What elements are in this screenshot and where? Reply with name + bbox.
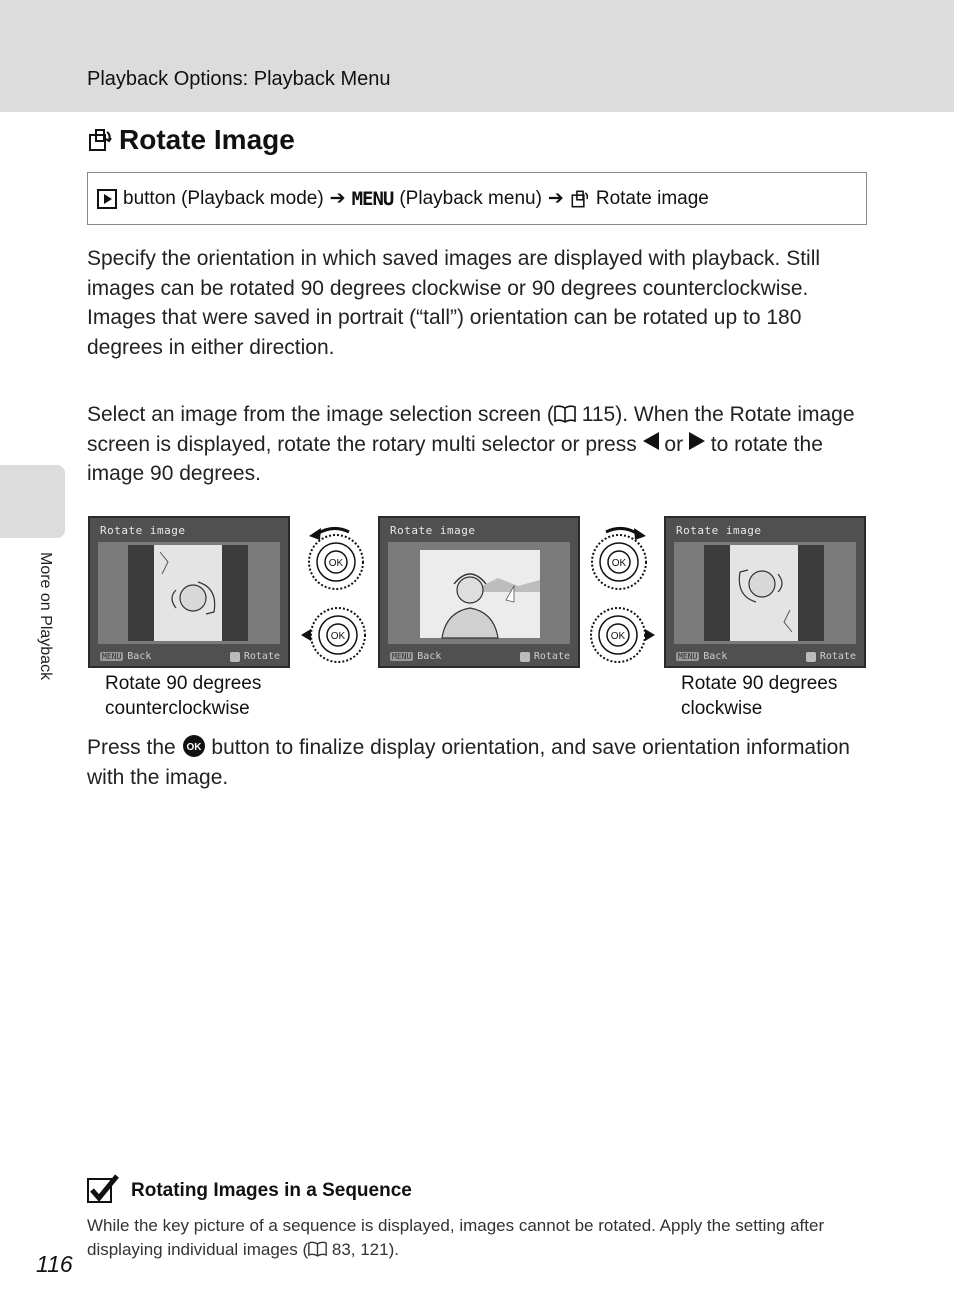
finalize-paragraph bbox=[87, 733, 877, 792]
page-title bbox=[87, 124, 295, 156]
dial-ok-label: OK bbox=[328, 558, 344, 569]
caption-line: clockwise bbox=[681, 698, 763, 719]
rotated-photo-ccw bbox=[98, 542, 280, 644]
menu-path-box bbox=[87, 172, 867, 225]
book-icon bbox=[308, 1241, 327, 1257]
instruction-text: ). When the Rotate image screen is displayed, rotate the rotary multi selector or press bbox=[87, 403, 855, 456]
page-title-text: Rotate Image bbox=[119, 124, 295, 155]
rotate-image-icon bbox=[570, 189, 590, 209]
ok-button-icon bbox=[182, 734, 206, 758]
caption-counterclockwise bbox=[105, 671, 261, 721]
rotate-label: Rotate bbox=[243, 651, 280, 662]
screen-footer bbox=[676, 651, 856, 662]
page-reference: 83, 121 bbox=[331, 1240, 389, 1259]
instruction-text: Select an image from the image selection screen ( bbox=[87, 403, 554, 426]
checkmark-note-icon bbox=[87, 1174, 119, 1204]
page-reference: 115 bbox=[581, 403, 616, 426]
rotary-dial-ccw-icon bbox=[303, 522, 369, 592]
screen-title: Rotate image bbox=[676, 524, 762, 537]
dial-ok-label: OK bbox=[330, 631, 346, 642]
caption-line: Rotate 90 degrees bbox=[105, 673, 262, 694]
screen-clockwise bbox=[664, 516, 866, 668]
right-arrow-icon bbox=[689, 432, 705, 450]
rotate-chip-icon bbox=[806, 652, 816, 662]
menu-chip: MENU bbox=[678, 652, 698, 661]
menu-chip: MENU bbox=[102, 652, 122, 661]
playback-button-icon bbox=[97, 189, 117, 209]
menu-path-target: Rotate image bbox=[595, 187, 709, 209]
screen-counterclockwise bbox=[88, 516, 290, 668]
dial-ok-label: OK bbox=[611, 558, 627, 569]
menu-chip: MENU bbox=[392, 652, 412, 661]
caption-line: Rotate 90 degrees bbox=[681, 673, 838, 694]
back-label: Back bbox=[417, 651, 442, 662]
rotated-photo-cw bbox=[674, 542, 856, 644]
instruction-text: or bbox=[664, 432, 684, 456]
note-text: ). bbox=[388, 1240, 399, 1259]
side-tab bbox=[0, 465, 65, 538]
screen-original bbox=[378, 516, 580, 668]
side-tab-label: More on Playback bbox=[37, 552, 54, 681]
book-icon bbox=[554, 405, 576, 423]
note-body bbox=[87, 1214, 877, 1262]
page-number: 116 bbox=[36, 1251, 73, 1277]
screen-title: Rotate image bbox=[390, 524, 476, 537]
left-arrow-icon bbox=[643, 432, 659, 450]
instruction-paragraph bbox=[87, 400, 877, 489]
rotate-chip-icon bbox=[230, 652, 240, 662]
rotate-label: Rotate bbox=[533, 651, 570, 662]
back-label: Back bbox=[703, 651, 728, 662]
menu-button-word: MENU bbox=[351, 187, 394, 210]
screen-preview bbox=[674, 542, 856, 644]
screen-preview bbox=[98, 542, 280, 644]
note-text: While the key picture of a sequence is displayed, images cannot be rotated. Apply the setting after displaying individual images ( bbox=[87, 1216, 825, 1259]
screen-title: Rotate image bbox=[100, 524, 186, 537]
caption-line: counterclockwise bbox=[105, 698, 250, 719]
original-photo bbox=[388, 542, 570, 644]
menu-path-button: button (Playback mode) bbox=[123, 187, 324, 209]
back-label: Back bbox=[127, 651, 152, 662]
dial-right-press-icon bbox=[586, 604, 656, 666]
rotate-label: Rotate bbox=[819, 651, 856, 662]
caption-clockwise bbox=[681, 671, 837, 721]
arrow-right-icon: ➔ bbox=[329, 188, 346, 209]
dial-ok-label: OK bbox=[610, 631, 626, 642]
screen-footer bbox=[100, 651, 280, 662]
arrow-right-icon: ➔ bbox=[547, 188, 564, 209]
finalize-text: button to finalize display orientation, and save orientation information with the image. bbox=[87, 736, 850, 789]
header-band bbox=[0, 0, 954, 112]
instruction-text: to rotate the image 90 degrees. bbox=[87, 432, 823, 486]
intro-paragraph: Specify the orientation in which saved images are displayed with playback. Still images can be rotated 90 degrees clockwise or 90 degrees counterclockwise. Images that were saved in portrait (“tall”) orientation can be rotated up to 180 degrees in either direction. bbox=[87, 247, 821, 359]
finalize-text: Press the bbox=[87, 736, 176, 759]
screen-preview bbox=[388, 542, 570, 644]
menu-path-menu: (Playback menu) bbox=[399, 187, 542, 209]
rotate-chip-icon bbox=[520, 652, 530, 662]
rotary-dial-cw-icon bbox=[586, 522, 652, 592]
section-header: Playback Options: Playback Menu bbox=[87, 68, 391, 90]
note-title: Rotating Images in a Sequence bbox=[131, 1180, 412, 1201]
svg-text:OK: OK bbox=[186, 742, 202, 753]
dial-left-press-icon bbox=[300, 604, 370, 666]
screen-footer bbox=[390, 651, 570, 662]
rotate-image-icon bbox=[87, 127, 113, 153]
